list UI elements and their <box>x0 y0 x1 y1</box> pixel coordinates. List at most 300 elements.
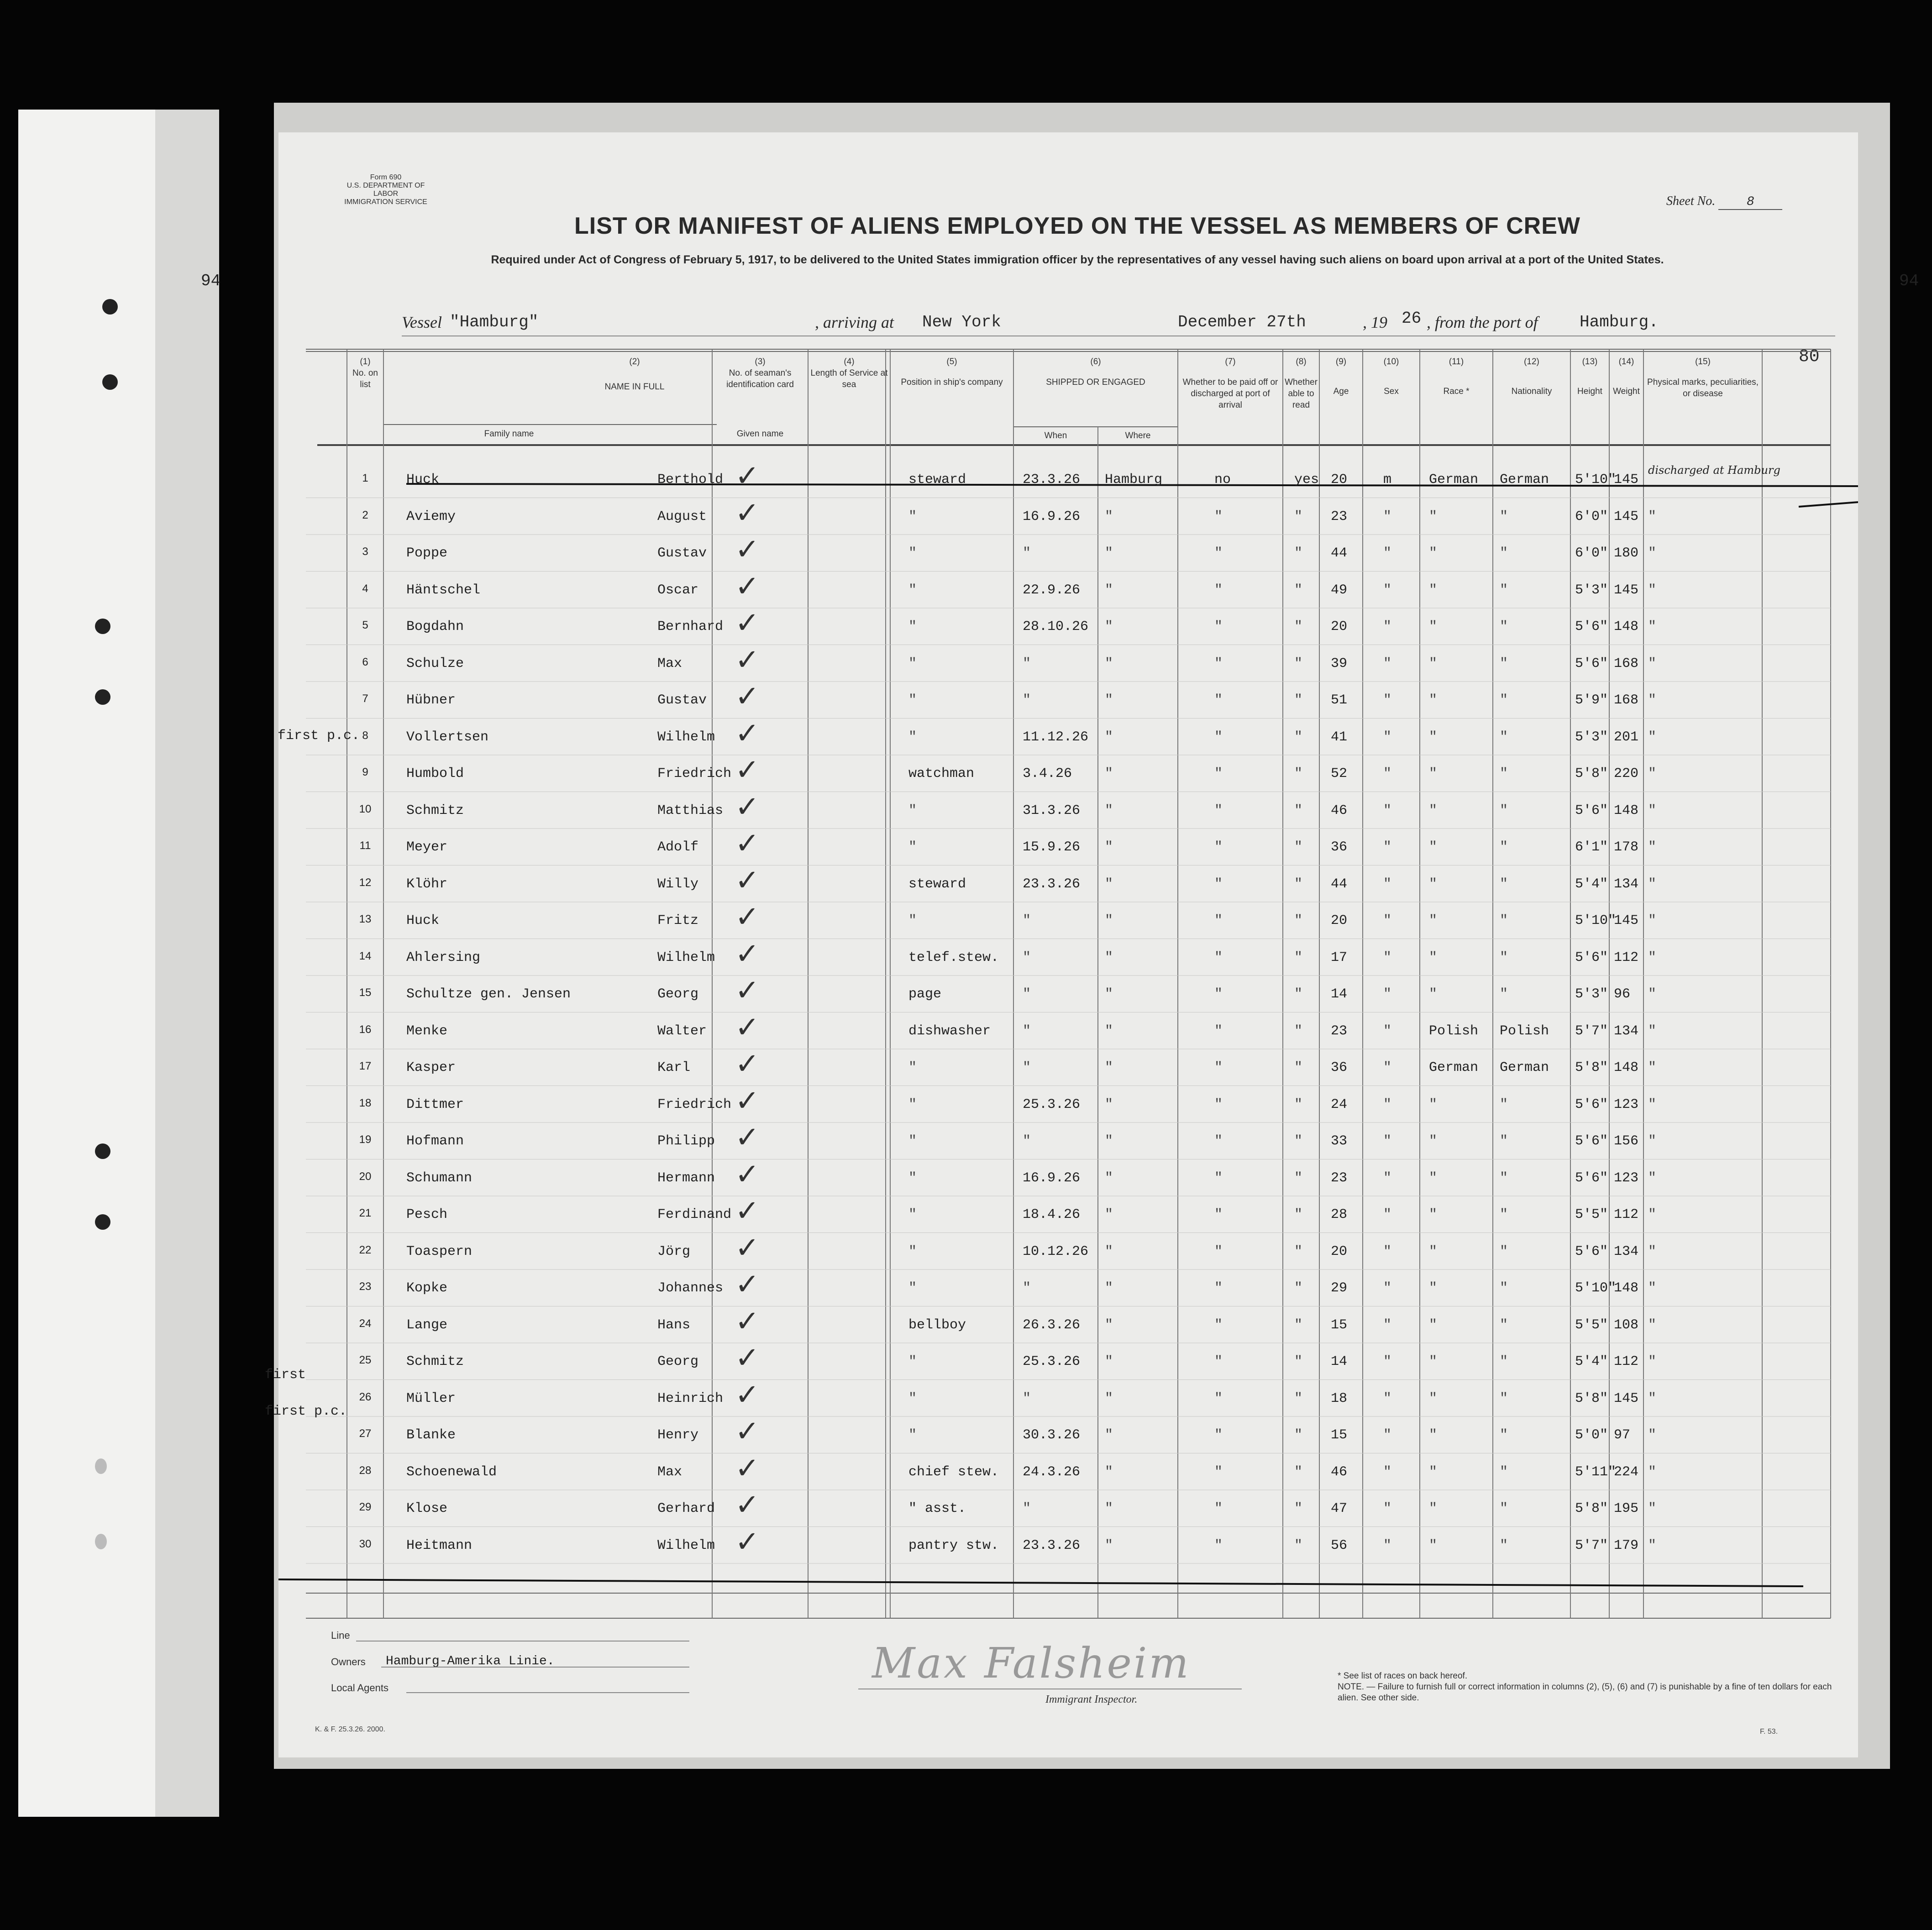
family-name-cell: Schoenewald <box>406 1464 497 1480</box>
shipped-when-cell: " <box>1023 545 1031 561</box>
weight-cell: 112 <box>1614 1207 1639 1222</box>
shipped-when-cell: 31.3.26 <box>1023 802 1081 818</box>
weight-cell: 145 <box>1614 472 1639 488</box>
family-name-cell: Humbold <box>406 766 464 781</box>
sex-cell: " <box>1383 913 1392 928</box>
race-cell: " <box>1429 802 1438 818</box>
sex-cell: " <box>1383 1464 1392 1480</box>
binding-hole <box>95 1534 107 1549</box>
weight-cell: 148 <box>1614 802 1639 818</box>
nationality-cell: German <box>1500 1060 1549 1075</box>
edge-number-right: 94 <box>1899 272 1919 290</box>
physical-marks-cell: " <box>1648 582 1657 598</box>
col5-number: (5) <box>946 357 957 367</box>
height-cell: 5'3" <box>1575 582 1608 598</box>
race-cell: " <box>1429 692 1438 708</box>
family-name-cell: Hübner <box>406 692 456 708</box>
age-cell: 44 <box>1331 876 1348 892</box>
line-label: Line <box>331 1630 350 1641</box>
physical-marks-cell: " <box>1648 986 1657 1002</box>
shipped-when-cell: 16.9.26 <box>1023 1170 1081 1186</box>
paid-off-cell: " <box>1214 1427 1223 1443</box>
col2-number: (2) <box>629 357 640 367</box>
given-name-cell: Fritz <box>657 913 699 928</box>
sex-cell: " <box>1383 692 1392 708</box>
sex-cell: " <box>1383 1170 1392 1186</box>
race-cell: " <box>1429 1133 1438 1149</box>
weight-cell: 180 <box>1614 545 1639 561</box>
given-name-cell: Hans <box>657 1317 691 1333</box>
row-number-cell: 18 <box>359 1096 372 1109</box>
shipped-where-cell: " <box>1105 1096 1113 1112</box>
shipped-when-cell: " <box>1023 1133 1031 1149</box>
paid-off-cell: " <box>1214 1317 1223 1333</box>
nationality-cell: Polish <box>1500 1023 1549 1039</box>
physical-marks-cell: " <box>1648 1096 1657 1112</box>
family-name-cell: Schmitz <box>406 1354 464 1369</box>
shipped-when-cell: 25.3.26 <box>1023 1096 1081 1112</box>
row-number-cell: 14 <box>359 949 372 962</box>
nationality-cell: " <box>1500 1501 1508 1516</box>
sex-cell: " <box>1383 545 1392 561</box>
paid-off-cell: " <box>1214 913 1223 928</box>
position-cell: bellboy <box>908 1317 966 1333</box>
paid-off-cell: " <box>1214 1096 1223 1112</box>
sex-cell: " <box>1383 1280 1392 1296</box>
race-cell: German <box>1429 1060 1479 1075</box>
position-cell: steward <box>908 472 966 488</box>
row-number-cell: 15 <box>359 986 372 999</box>
check-mark-icon: ✓ <box>735 680 760 713</box>
age-cell: 36 <box>1331 1060 1348 1075</box>
able-to-read-cell: " <box>1294 1023 1303 1039</box>
sex-cell: " <box>1383 509 1392 524</box>
family-name-cell: Klose <box>406 1501 448 1516</box>
nationality-cell: " <box>1500 729 1508 745</box>
physical-marks-cell: " <box>1648 729 1657 745</box>
binding-edge <box>155 110 219 1817</box>
check-mark-icon: ✓ <box>735 1488 760 1522</box>
race-cell: " <box>1429 619 1438 635</box>
nationality-cell: German <box>1500 472 1549 488</box>
nationality-cell: " <box>1500 656 1508 671</box>
physical-marks-cell: " <box>1648 692 1657 708</box>
col4-number: (4) <box>844 357 855 367</box>
check-mark-icon: ✓ <box>735 1378 760 1412</box>
weight-cell: 145 <box>1614 582 1639 598</box>
shipped-where-cell: " <box>1105 1133 1113 1149</box>
given-name-cell: Hermann <box>657 1170 715 1186</box>
penalty-note: NOTE. — Failure to furnish full or correct information in columns (2), (5), (6) and (7) is punishable by a fine of ten dollars for each alien. See other side. <box>1338 1682 1832 1703</box>
col1-title: No. on list <box>352 368 378 389</box>
sex-cell: " <box>1383 1060 1392 1075</box>
col11-title: Race * <box>1443 387 1470 396</box>
col1-number: (1) <box>360 357 371 367</box>
margin-note-row8: first p.c. <box>278 728 360 744</box>
binding-hole <box>95 1214 110 1230</box>
position-cell: " <box>908 1207 917 1222</box>
given-name-cell: Friedrich <box>657 1096 732 1112</box>
weight-cell: 145 <box>1614 913 1639 928</box>
height-cell: 5'6" <box>1575 1096 1608 1112</box>
nationality-cell: " <box>1500 1133 1508 1149</box>
row-number-cell: 19 <box>359 1133 372 1146</box>
family-name-cell: Dittmer <box>406 1096 464 1112</box>
family-name-cell: Klöhr <box>406 876 448 892</box>
able-to-read-cell: " <box>1294 1427 1303 1443</box>
age-cell: 18 <box>1331 1390 1348 1406</box>
check-mark-icon: ✓ <box>735 1304 760 1338</box>
vessel-name: "Hamburg" <box>450 313 539 331</box>
row-number-cell: 23 <box>359 1280 372 1293</box>
row-number-cell: 30 <box>359 1537 372 1550</box>
col8-title: Whether able to read <box>1285 378 1318 410</box>
row-number-cell: 13 <box>359 913 372 925</box>
position-cell: " <box>908 1354 917 1369</box>
shipped-when-cell: " <box>1023 1501 1031 1516</box>
able-to-read-cell: " <box>1294 1207 1303 1222</box>
position-cell: " <box>908 1243 917 1259</box>
weight-cell: 168 <box>1614 692 1639 708</box>
row-number-cell: 24 <box>359 1317 372 1330</box>
col2a-header: Family name <box>484 429 534 439</box>
age-cell: 14 <box>1331 986 1348 1002</box>
age-cell: 14 <box>1331 1354 1348 1369</box>
position-cell: " <box>908 1280 917 1296</box>
footer-lines <box>278 132 1858 1757</box>
row-number-cell: 27 <box>359 1427 372 1440</box>
margin-note-row23: first p.c. <box>265 1404 347 1419</box>
age-cell: 29 <box>1331 1280 1348 1296</box>
weight-cell: 178 <box>1614 839 1639 855</box>
col13-number: (13) <box>1582 357 1598 367</box>
check-mark-icon: ✓ <box>735 1010 760 1044</box>
col6-title: SHIPPED OR ENGAGED <box>1046 378 1145 387</box>
able-to-read-cell: " <box>1294 802 1303 818</box>
sex-cell: " <box>1383 986 1392 1002</box>
physical-marks-cell: " <box>1648 1501 1657 1516</box>
shipped-where-cell: Hamburg <box>1105 472 1163 488</box>
family-name-cell: Aviemy <box>406 509 456 524</box>
paid-off-cell: " <box>1214 1354 1223 1369</box>
check-mark-icon: ✓ <box>735 1194 760 1228</box>
row-number-cell: 17 <box>359 1060 372 1072</box>
able-to-read-cell: " <box>1294 1354 1303 1369</box>
shipped-where-cell: " <box>1105 692 1113 708</box>
shipped-when-cell: 22.9.26 <box>1023 582 1081 598</box>
race-note: * See list of races on back hereof. <box>1338 1671 1468 1681</box>
race-cell: " <box>1429 656 1438 671</box>
weight-cell: 224 <box>1614 1464 1639 1480</box>
position-cell: watchman <box>908 766 975 781</box>
form-code: F. 53. <box>1760 1728 1778 1736</box>
physical-marks-cell: " <box>1648 802 1657 818</box>
family-name-cell: Häntschel <box>406 582 481 598</box>
paid-off-cell: " <box>1214 729 1223 745</box>
race-cell: " <box>1429 1243 1438 1259</box>
physical-marks-cell: " <box>1648 1207 1657 1222</box>
shipped-where-cell: " <box>1105 913 1113 928</box>
weight-cell: 123 <box>1614 1170 1639 1186</box>
height-cell: 5'6" <box>1575 1170 1608 1186</box>
age-cell: 49 <box>1331 582 1348 598</box>
sex-cell: " <box>1383 1243 1392 1259</box>
nationality-cell: " <box>1500 766 1508 781</box>
nationality-cell: " <box>1500 545 1508 561</box>
able-to-read-cell: " <box>1294 913 1303 928</box>
weight-cell: 220 <box>1614 766 1639 781</box>
col15-title: Physical marks, peculiarities, or disease <box>1647 378 1759 399</box>
age-cell: 20 <box>1331 619 1348 635</box>
weight-cell: 148 <box>1614 619 1639 635</box>
col14-number: (14) <box>1618 357 1634 367</box>
race-cell: " <box>1429 545 1438 561</box>
check-mark-icon: ✓ <box>735 533 760 566</box>
given-name-cell: Max <box>657 656 682 671</box>
nationality-cell: " <box>1500 876 1508 892</box>
given-name-cell: Willy <box>657 876 699 892</box>
shipped-where-cell: " <box>1105 802 1113 818</box>
family-name-cell: Bogdahn <box>406 619 464 635</box>
paid-off-cell: " <box>1214 949 1223 965</box>
nationality-cell: " <box>1500 802 1508 818</box>
sex-cell: " <box>1383 839 1392 855</box>
shipped-when-cell: " <box>1023 1280 1031 1296</box>
family-name-cell: Ahlersing <box>406 949 481 965</box>
shipped-where-cell: " <box>1105 1023 1113 1039</box>
race-cell: German <box>1429 472 1479 488</box>
check-mark-icon: ✓ <box>735 1268 760 1301</box>
check-mark-icon: ✓ <box>735 569 760 603</box>
check-mark-icon: ✓ <box>735 1084 760 1118</box>
age-cell: 36 <box>1331 839 1348 855</box>
col6b-header: Where <box>1125 431 1151 441</box>
row-number-cell: 12 <box>359 876 372 889</box>
weight-cell: 168 <box>1614 656 1639 671</box>
sex-cell: " <box>1383 656 1392 671</box>
able-to-read-cell: " <box>1294 1133 1303 1149</box>
binding-hole <box>95 1458 107 1474</box>
shipped-where-cell: " <box>1105 545 1113 561</box>
position-cell: " asst. <box>908 1501 966 1516</box>
age-cell: 52 <box>1331 766 1348 781</box>
row-number-cell: 6 <box>362 656 368 668</box>
footer-notes <box>1338 1671 1840 1704</box>
shipped-when-cell: 11.12.26 <box>1023 729 1089 745</box>
able-to-read-cell: " <box>1294 1317 1303 1333</box>
able-to-read-cell: " <box>1294 949 1303 965</box>
position-cell: " <box>908 1060 917 1075</box>
col7-title: Whether to be paid off or discharged at port of arrival <box>1182 378 1278 410</box>
sheet-value: 8 <box>1718 195 1782 210</box>
given-name-cell: Heinrich <box>657 1390 724 1406</box>
able-to-read-cell: " <box>1294 1243 1303 1259</box>
family-name-cell: Huck <box>406 472 440 488</box>
paid-off-cell: no <box>1214 472 1231 488</box>
position-cell: " <box>908 1390 917 1406</box>
height-cell: 5'0" <box>1575 1427 1608 1443</box>
position-cell: steward <box>908 876 966 892</box>
nationality-cell: " <box>1500 1537 1508 1553</box>
margin-note-row22: first <box>265 1367 306 1383</box>
family-name-cell: Schmitz <box>406 802 464 818</box>
nationality-cell: " <box>1500 1170 1508 1186</box>
shipped-where-cell: " <box>1105 1280 1113 1296</box>
shipped-when-cell: 15.9.26 <box>1023 839 1081 855</box>
height-cell: 6'0" <box>1575 545 1608 561</box>
physical-marks-cell: " <box>1648 766 1657 781</box>
given-name-cell: August <box>657 509 707 524</box>
given-name-cell: Walter <box>657 1023 707 1039</box>
check-mark-icon: ✓ <box>735 1451 760 1485</box>
weight-cell: 156 <box>1614 1133 1639 1149</box>
family-name-cell: Toaspern <box>406 1243 472 1259</box>
position-cell: " <box>908 656 917 671</box>
family-name-cell: Meyer <box>406 839 448 855</box>
age-cell: 17 <box>1331 949 1348 965</box>
paid-off-cell: " <box>1214 802 1223 818</box>
family-name-cell: Lange <box>406 1317 448 1333</box>
race-cell: Polish <box>1429 1023 1479 1039</box>
check-mark-icon: ✓ <box>735 1121 760 1154</box>
col7-number: (7) <box>1225 357 1236 367</box>
shipped-when-cell: 23.3.26 <box>1023 1537 1081 1553</box>
given-name-cell: Georg <box>657 1354 699 1369</box>
paid-off-cell: " <box>1214 1280 1223 1296</box>
physical-marks-cell: " <box>1648 1023 1657 1039</box>
position-cell: " <box>908 839 917 855</box>
position-cell: telef.stew. <box>908 949 999 965</box>
shipped-where-cell: " <box>1105 1427 1113 1443</box>
check-mark-icon: ✓ <box>735 643 760 677</box>
shipped-where-cell: " <box>1105 839 1113 855</box>
nationality-cell: " <box>1500 1096 1508 1112</box>
able-to-read-cell: " <box>1294 766 1303 781</box>
race-cell: " <box>1429 1464 1438 1480</box>
sex-cell: " <box>1383 582 1392 598</box>
height-cell: 5'8" <box>1575 766 1608 781</box>
paid-off-cell: " <box>1214 1023 1223 1039</box>
age-cell: 44 <box>1331 545 1348 561</box>
paid-off-cell: " <box>1214 766 1223 781</box>
col8-number: (8) <box>1296 357 1307 367</box>
weight-cell: 195 <box>1614 1501 1639 1516</box>
race-cell: " <box>1429 1207 1438 1222</box>
race-cell: " <box>1429 949 1438 965</box>
position-cell: " <box>908 1133 917 1149</box>
able-to-read-cell: " <box>1294 1501 1303 1516</box>
sex-cell: " <box>1383 1501 1392 1516</box>
age-cell: 28 <box>1331 1207 1348 1222</box>
shipped-when-cell: " <box>1023 692 1031 708</box>
race-cell: " <box>1429 766 1438 781</box>
age-cell: 23 <box>1331 1023 1348 1039</box>
col13-title: Height <box>1577 387 1602 396</box>
race-cell: " <box>1429 1501 1438 1516</box>
paid-off-cell: " <box>1214 876 1223 892</box>
col12-number: (12) <box>1524 357 1539 367</box>
weight-cell: 108 <box>1614 1317 1639 1333</box>
physical-marks-cell: " <box>1648 1317 1657 1333</box>
shipped-when-cell: " <box>1023 986 1031 1002</box>
row-number-cell: 5 <box>362 619 368 631</box>
shipped-where-cell: " <box>1105 949 1113 965</box>
row-number-cell: 3 <box>362 545 368 558</box>
inspector-label: Immigrant Inspector. <box>1045 1694 1138 1705</box>
physical-marks-cell: discharged at Hamburg <box>1648 464 1780 477</box>
shipped-when-cell: " <box>1023 949 1031 965</box>
weight-cell: 134 <box>1614 1243 1639 1259</box>
height-cell: 5'7" <box>1575 1537 1608 1553</box>
height-cell: 5'5" <box>1575 1317 1608 1333</box>
physical-marks-cell: " <box>1648 876 1657 892</box>
family-name-cell: Kasper <box>406 1060 456 1075</box>
shipped-when-cell: 23.3.26 <box>1023 472 1081 488</box>
nationality-cell: " <box>1500 1207 1508 1222</box>
sex-cell: m <box>1383 472 1392 488</box>
able-to-read-cell: " <box>1294 509 1303 524</box>
given-name-cell: Georg <box>657 986 699 1002</box>
check-mark-icon: ✓ <box>735 496 760 530</box>
race-cell: " <box>1429 729 1438 745</box>
col9-title: Age <box>1333 387 1349 396</box>
check-mark-icon: ✓ <box>735 827 760 860</box>
col15-number: (15) <box>1695 357 1711 367</box>
paid-off-cell: " <box>1214 692 1223 708</box>
able-to-read-cell: yes <box>1294 472 1319 488</box>
physical-marks-cell: " <box>1648 839 1657 855</box>
family-name-cell: Müller <box>406 1390 456 1406</box>
paid-off-cell: " <box>1214 656 1223 671</box>
position-cell: " <box>908 1427 917 1443</box>
shipped-when-cell: " <box>1023 1060 1031 1075</box>
given-name-cell: Karl <box>657 1060 691 1075</box>
race-cell: " <box>1429 1354 1438 1369</box>
sex-cell: " <box>1383 1023 1392 1039</box>
age-cell: 33 <box>1331 1133 1348 1149</box>
check-mark-icon: ✓ <box>735 863 760 897</box>
row-number-cell: 16 <box>359 1023 372 1036</box>
row-number-cell: 7 <box>362 692 368 705</box>
physical-marks-cell: " <box>1648 1170 1657 1186</box>
weight-cell: 179 <box>1614 1537 1639 1553</box>
height-cell: 5'6" <box>1575 1133 1608 1149</box>
physical-marks-cell: " <box>1648 1427 1657 1443</box>
weight-cell: 112 <box>1614 1354 1639 1369</box>
given-name-cell: Wilhelm <box>657 1537 715 1553</box>
position-cell: " <box>908 1096 917 1112</box>
given-name-cell: Ferdinand <box>657 1207 732 1222</box>
col12-title: Nationality <box>1511 387 1552 396</box>
col9-number: (9) <box>1335 357 1347 367</box>
check-mark-icon: ✓ <box>735 716 760 750</box>
paid-off-cell: " <box>1214 1537 1223 1553</box>
shipped-where-cell: " <box>1105 619 1113 635</box>
race-cell: " <box>1429 913 1438 928</box>
height-cell: 5'6" <box>1575 802 1608 818</box>
shipped-when-cell: 23.3.26 <box>1023 876 1081 892</box>
weight-cell: 134 <box>1614 1023 1639 1039</box>
shipped-when-cell: 16.9.26 <box>1023 509 1081 524</box>
height-cell: 5'11" <box>1575 1464 1617 1480</box>
family-name-cell: Vollertsen <box>406 729 489 745</box>
nationality-cell: " <box>1500 1317 1508 1333</box>
paid-off-cell: " <box>1214 1133 1223 1149</box>
position-cell: " <box>908 582 917 598</box>
shipped-when-cell: 3.4.26 <box>1023 766 1072 781</box>
given-name-cell: Johannes <box>657 1280 724 1296</box>
shipped-where-cell: " <box>1105 1243 1113 1259</box>
